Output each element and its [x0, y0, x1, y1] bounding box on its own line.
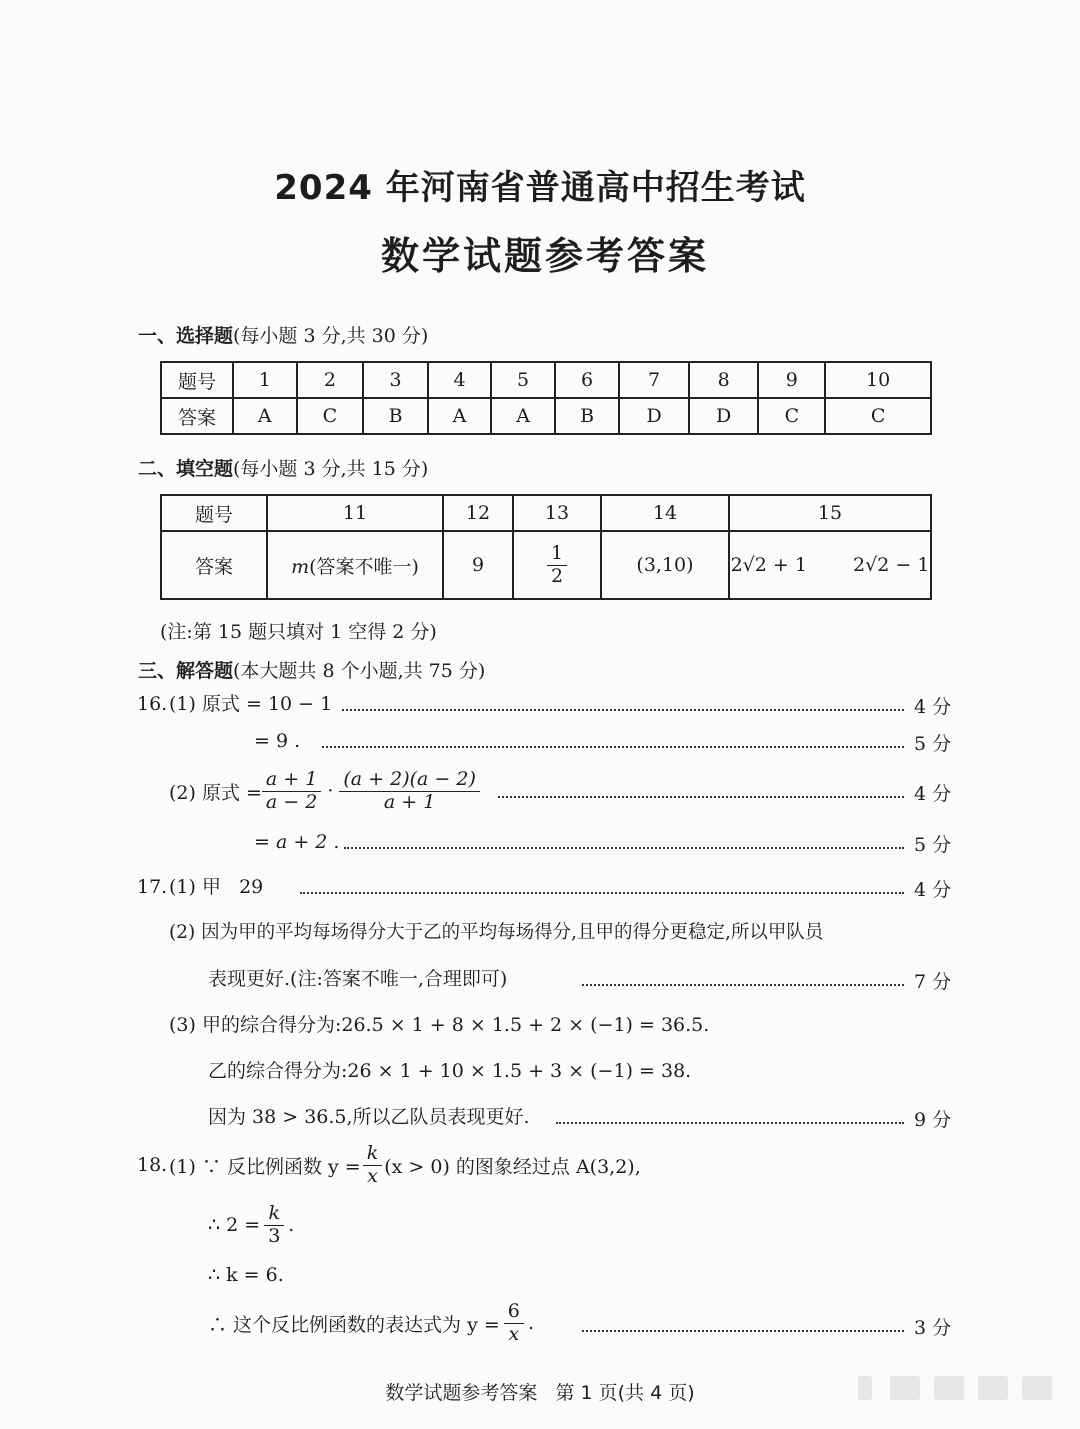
q18-p1-pre: (1) ∵ 反比例函数 y =	[169, 1155, 361, 1178]
section1-heading	[138, 321, 428, 348]
answer-variable: m	[291, 555, 310, 578]
q17-p1: (1) 甲 29	[169, 876, 264, 898]
q18-number: 18.	[137, 1154, 168, 1176]
page-title: 2024 年河南省普通高中招生考试	[274, 168, 806, 208]
choice-answer-table	[160, 361, 932, 435]
denominator: 2	[550, 564, 564, 587]
page-subtitle: 数学试题参考答案	[380, 234, 709, 278]
answer-cell: B	[363, 398, 427, 434]
watermark-mark	[978, 1376, 1008, 1400]
q16-p2-result	[254, 827, 339, 857]
q16-p1	[169, 689, 332, 719]
page-footer: 数学试题参考答案 第 1 页(共 4 页)	[385, 1382, 695, 1404]
question-number-cell: 5	[491, 362, 555, 398]
q18-step2: ∴ k = 6.	[208, 1264, 284, 1286]
q18-p1	[169, 1138, 641, 1192]
answer-cell: D	[689, 398, 759, 434]
table-row	[161, 495, 931, 531]
denominator: x	[508, 1322, 520, 1345]
fraction	[547, 543, 567, 588]
question-number-cell: 15	[729, 495, 931, 531]
section3-heading	[138, 656, 485, 683]
leader-dots	[344, 847, 904, 849]
q17-p2-line2: 表现更好.(注:答案不唯一,合理即可)	[208, 968, 508, 990]
watermark-mark	[858, 1376, 872, 1400]
score-label: 5 分	[914, 834, 952, 856]
leader-dots	[322, 746, 904, 748]
leader-dots	[556, 1122, 904, 1124]
q18-step3	[208, 1296, 534, 1350]
answer-cell: B	[555, 398, 619, 434]
fraction	[504, 1301, 524, 1346]
score-label: 3 分	[914, 1317, 952, 1339]
score-label: 5 分	[914, 733, 952, 755]
score-label: 9 分	[914, 1109, 952, 1131]
score-label: 4 分	[914, 696, 952, 718]
numerator: 1	[547, 543, 567, 566]
row-label-answer: 答案	[161, 398, 233, 434]
denominator: x	[367, 1164, 378, 1187]
denominator: a − 2	[265, 790, 318, 813]
question-number-cell: 14	[601, 495, 729, 531]
question-number-cell: 1	[233, 362, 297, 398]
leader-dots	[342, 709, 904, 711]
denominator: 3	[268, 1224, 281, 1247]
answer-cell-11	[267, 531, 443, 599]
section1-title: 一、选择题	[138, 325, 234, 347]
answer-cell: C	[297, 398, 364, 434]
question-number-cell: 6	[555, 362, 619, 398]
question-number-cell: 11	[267, 495, 443, 531]
question-number-cell: 12	[443, 495, 513, 531]
q17-p3-line2: 乙的综合得分为:26 × 1 + 10 × 1.5 + 3 × (−1) = 38.	[208, 1060, 692, 1082]
question-number-cell: 10	[825, 362, 931, 398]
score-label: 4 分	[914, 879, 952, 901]
denominator: a + 1	[383, 790, 436, 813]
table-row	[161, 362, 931, 398]
answer-cell-13	[513, 531, 601, 599]
question-number-cell: 2	[297, 362, 364, 398]
leader-dots	[498, 796, 904, 798]
numerator: 6	[504, 1301, 524, 1324]
fill-answer-table	[160, 494, 932, 600]
table-row	[161, 398, 931, 434]
fraction	[262, 769, 321, 814]
row-label-answer: 答案	[161, 531, 267, 599]
answer-cell-12: 9	[443, 531, 513, 599]
answer-15b: 2√2 − 1	[853, 554, 930, 576]
question-number-cell: 4	[428, 362, 492, 398]
leader-dots	[300, 892, 904, 894]
answer-cell: A	[428, 398, 492, 434]
numerator: k	[363, 1143, 383, 1166]
watermark-mark	[890, 1376, 920, 1400]
fraction	[339, 769, 479, 814]
q16-p1-label: (1) 原式 =	[169, 693, 262, 715]
row-label-number: 题号	[161, 495, 267, 531]
answer-15a: 2√2 + 1	[730, 554, 807, 576]
q18-step3-pre: ∴ 这个反比例函数的表达式为 y =	[208, 1313, 500, 1336]
fill-footnote: (注:第 15 题只填对 1 空得 2 分)	[160, 621, 437, 643]
answer-cell: D	[619, 398, 689, 434]
answer-cell: A	[491, 398, 555, 434]
question-number-cell: 9	[758, 362, 825, 398]
watermark-mark	[1022, 1376, 1052, 1400]
leader-dots	[582, 1330, 904, 1332]
question-number-cell: 3	[363, 362, 427, 398]
fraction	[363, 1143, 383, 1188]
numerator: (a + 2)(a − 2)	[339, 769, 479, 792]
question-number-cell: 7	[619, 362, 689, 398]
answer-cell: C	[825, 398, 931, 434]
q17-p3-line1: (3) 甲的综合得分为:26.5 × 1 + 8 × 1.5 + 2 × (−1) = 36.5.	[169, 1014, 710, 1036]
section2-note: (每小题 3 分,共 15 分)	[233, 458, 429, 480]
q16-p1-expr: 10 − 1	[267, 693, 333, 715]
answer-cell: A	[233, 398, 297, 434]
q17-number: 17.	[137, 876, 168, 898]
q18-step1-post: .	[288, 1214, 295, 1236]
q16-p2-label: (2) 原式 =	[169, 781, 262, 804]
numerator: k	[264, 1203, 284, 1226]
answer-cell-15	[729, 531, 931, 599]
q18-step3-post: .	[527, 1312, 534, 1334]
leader-dots	[582, 984, 904, 986]
q18-p1-post: (x > 0) 的图象经过点 A(3,2),	[384, 1155, 641, 1178]
question-number-cell: 13	[513, 495, 601, 531]
section3-note: (本大题共 8 个小题,共 75 分)	[233, 660, 486, 682]
score-label: 4 分	[914, 783, 952, 805]
question-number-cell: 8	[689, 362, 759, 398]
q18-step1	[208, 1198, 294, 1252]
watermark-mark	[934, 1376, 964, 1400]
answer-cell-14: (3,10)	[601, 531, 729, 599]
row-label-number: 题号	[161, 362, 233, 398]
multiply-dot: ·	[327, 780, 334, 802]
answer-note: (答案不唯一)	[309, 555, 419, 578]
q16-p2	[169, 764, 480, 818]
section1-note: (每小题 3 分,共 30 分)	[233, 325, 429, 347]
section2-title: 二、填空题	[138, 458, 234, 480]
q16-p2-result-text: = a + 2 .	[254, 831, 340, 853]
table-row	[161, 531, 931, 599]
score-label: 7 分	[914, 971, 952, 993]
numerator: a + 1	[262, 769, 321, 792]
fraction	[264, 1203, 284, 1248]
section3-title: 三、解答题	[138, 660, 234, 682]
q16-p1-result: = 9 .	[254, 730, 301, 752]
section2-heading	[138, 454, 428, 481]
q17-p3-line3: 因为 38 > 36.5,所以乙队员表现更好.	[208, 1106, 530, 1128]
q16-number: 16.	[137, 693, 168, 715]
q17-p2-line1: (2) 因为甲的平均每场得分大于乙的平均每场得分,且甲的得分更稳定,所以甲队员	[169, 922, 824, 943]
q18-step1-pre: ∴ 2 =	[208, 1214, 261, 1236]
answer-cell: C	[758, 398, 825, 434]
